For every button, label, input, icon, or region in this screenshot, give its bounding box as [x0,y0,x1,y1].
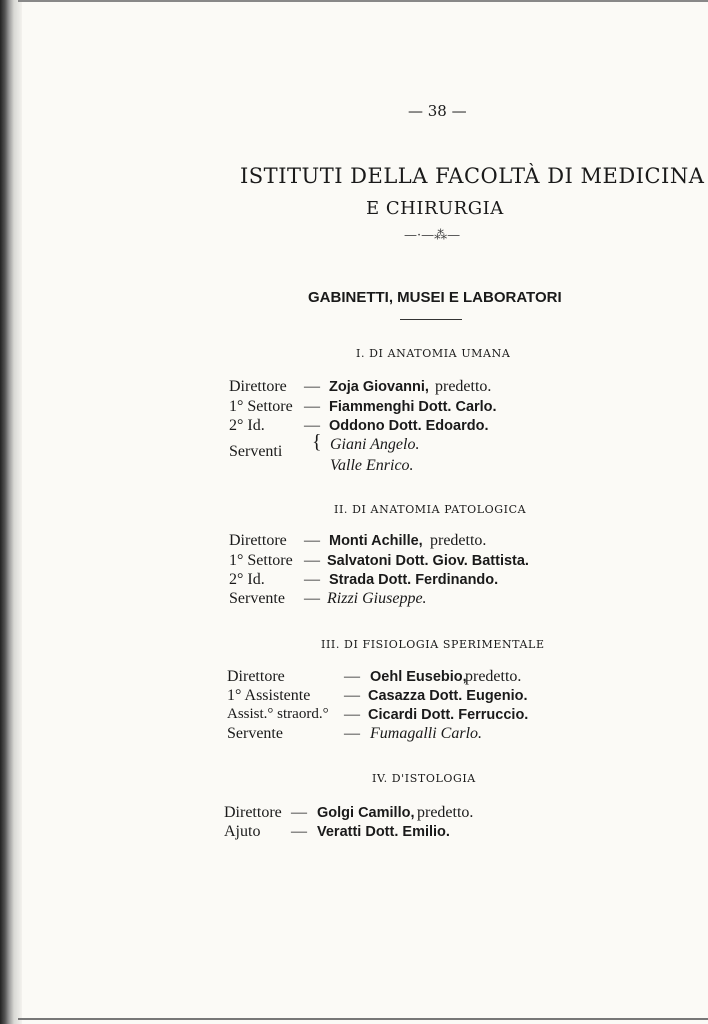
name-note: predetto. [430,532,487,549]
dash: — [304,378,320,395]
dash: — [304,571,320,588]
brace-symbol: { [312,431,322,453]
role-label: Direttore [229,532,287,549]
person-name: Cicardi Dott. Ferruccio. [368,707,529,723]
page-title-line-1: ISTITUTI DELLA FACOLTÀ DI MEDICINA [240,164,705,188]
dash: — [304,590,320,607]
dash: — [344,687,360,704]
page-number: — 38 — [408,102,467,120]
role-label: Direttore [227,668,285,685]
dash: — [344,725,360,742]
dash: — [304,552,320,569]
role-label: Direttore [229,378,287,395]
person-name: Fumagalli Carlo. [370,725,483,742]
section-title: III. DI FISIOLOGIA SPERIMENTALE [321,638,545,651]
dash: — [304,417,320,434]
role-label: Serventi [229,443,283,460]
person-name: Salvatoni Dott. Giov. Battista. [327,553,529,569]
role-label: 1° Assistente [227,687,311,704]
dash: — [344,668,360,685]
role-label: Ajuto [224,823,261,840]
person-name: Monti Achille, [329,533,423,549]
name-note: predetto. [435,378,492,395]
section-title: I. DI ANATOMIA UMANA [356,347,511,360]
person-name: Rizzi Giuseppe. [327,590,427,607]
person-name: Giani Angelo. [330,436,420,453]
role-label: Servente [227,725,283,742]
role-label: Servente [229,590,285,607]
section-heading: GABINETTI, MUSEI E LABORATORI [308,289,562,306]
page-top-edge [18,0,708,2]
person-name: Valle Enrico. [330,457,414,474]
person-name: Veratti Dott. Emilio. [317,824,450,840]
page-binding-edge [0,0,22,1024]
dash: — [344,706,360,723]
dash: — [304,532,320,549]
person-name: Golgi Camillo, [317,805,415,821]
person-name: Oehl Eusebio, [370,669,467,685]
person-name: Zoja Giovanni, [329,379,429,395]
heading-rule [400,319,462,320]
person-name: Fiammenghi Dott. Carlo. [329,399,497,415]
section-title: II. DI ANATOMIA PATOLOGICA [334,503,527,516]
role-label: 2° Id. [229,571,265,588]
role-label: Direttore [224,804,282,821]
person-name: Casazza Dott. Eugenio. [368,688,528,704]
page-bottom-edge [18,1018,708,1020]
ornament-divider: —·—⁂— [404,228,461,243]
dash: — [304,398,320,415]
dash: — [291,804,307,821]
person-name: Strada Dott. Ferdinando. [329,572,499,588]
section-title: IV. D'ISTOLOGIA [372,772,476,785]
person-name: Oddono Dott. Edoardo. [329,418,489,434]
name-note: predetto. [465,668,522,685]
dash: — [291,823,307,840]
role-label: 1° Settore [229,552,293,569]
role-label: Assist.° straord.° [227,706,329,722]
page-title-line-2: E CHIRURGIA [366,198,504,219]
name-note: predetto. [417,804,474,821]
role-label: 1° Settore [229,398,293,415]
role-label: 2° Id. [229,417,265,434]
